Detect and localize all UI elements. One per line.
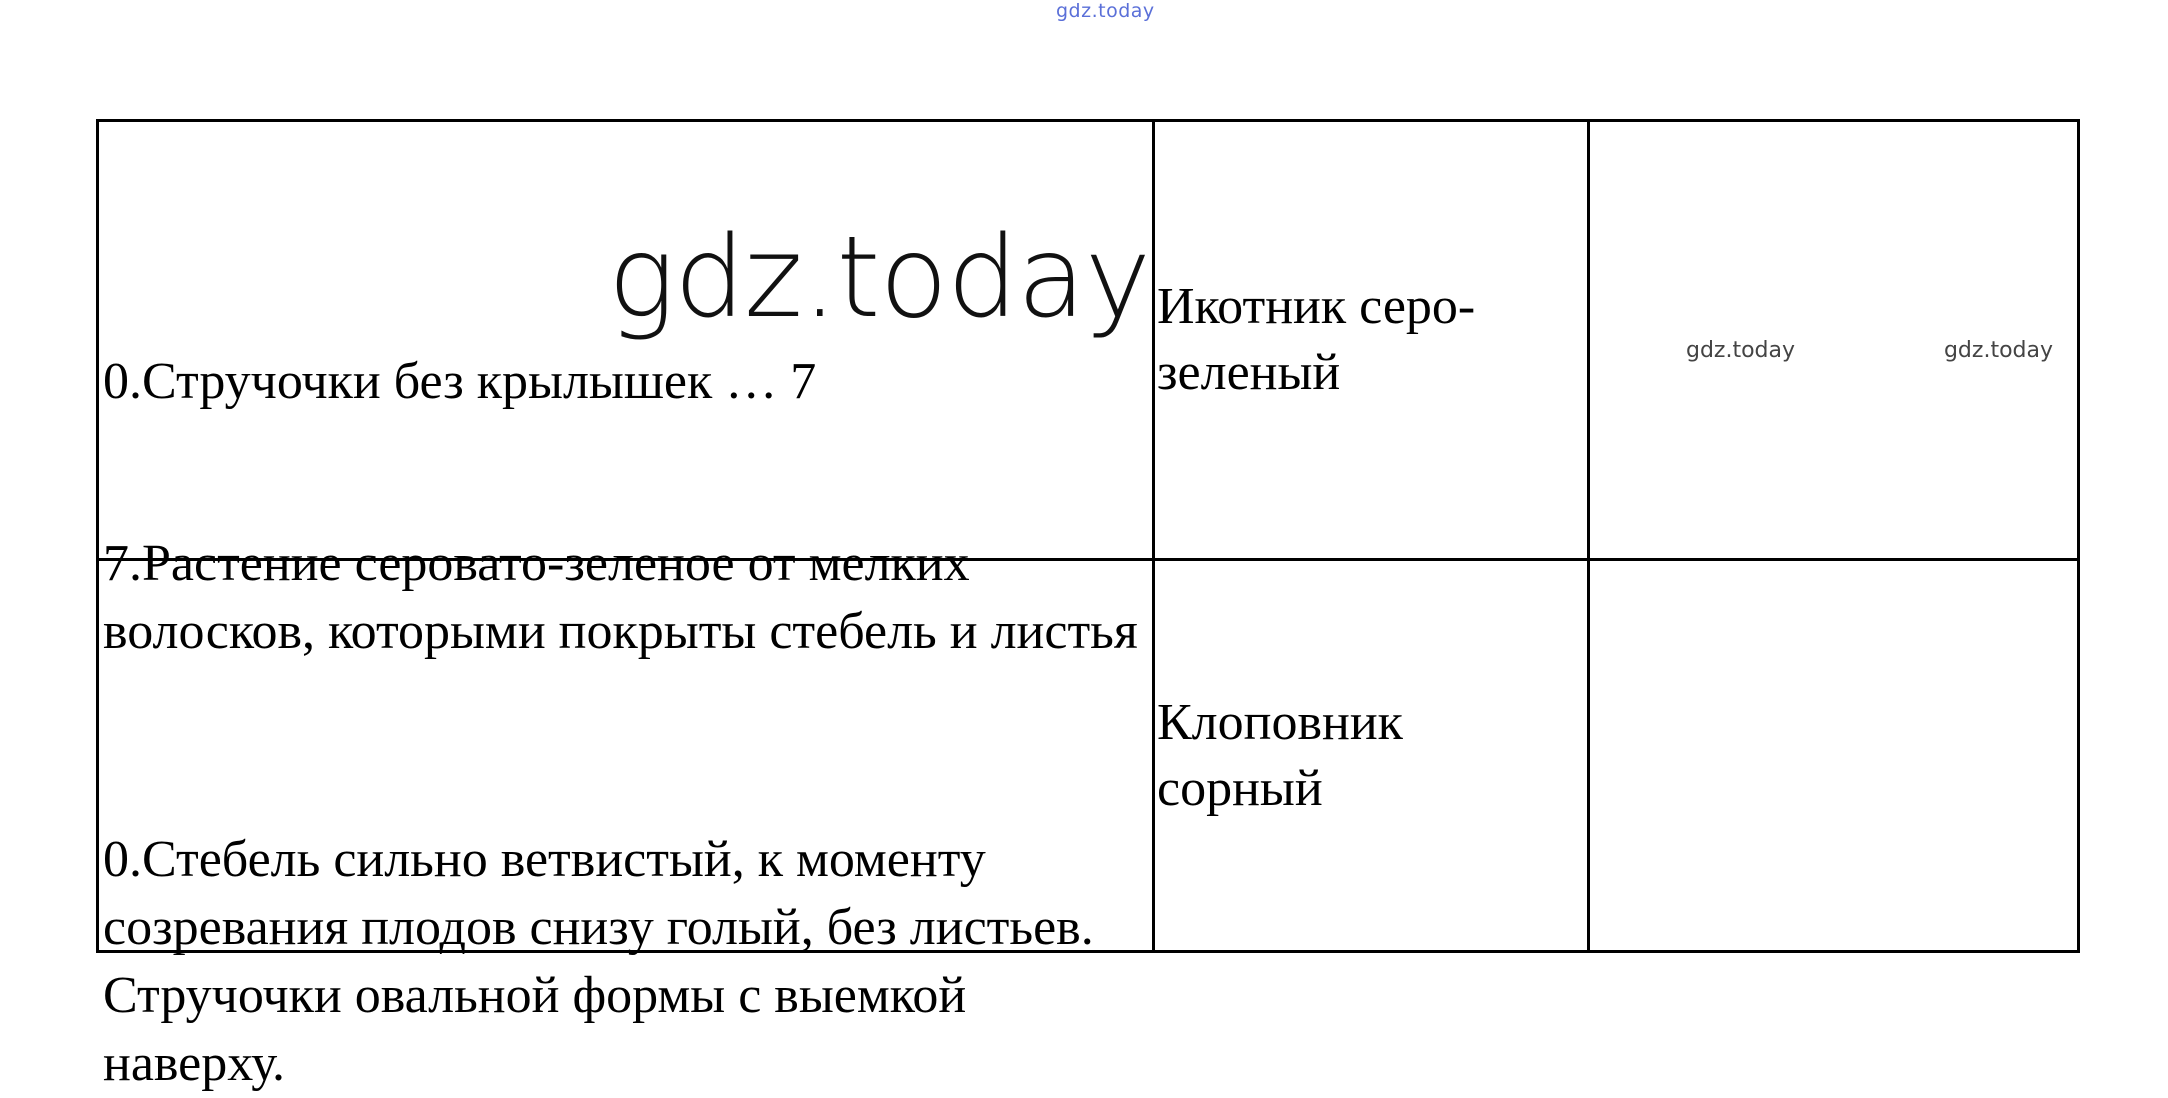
plant-name: [1155, 274, 1587, 406]
description-cell: [98, 121, 1154, 660]
plant-name-line: Икотник серо-: [1157, 278, 1476, 335]
plant-name: [1155, 690, 1587, 822]
photo-cell: [1589, 560, 2079, 952]
photo-cell: [1589, 121, 2079, 560]
description-step-0-second: 0.Стебель сильно ветвистый, к моменту созревания плодов снизу голый, без листьев. Стручочки овальной формы с выемкой наверху.: [103, 830, 1094, 1092]
small-watermark-left: gdz.today: [1686, 338, 1796, 363]
plant-name-cell: [1154, 560, 1589, 952]
plant-name-line: сорный: [1157, 759, 1323, 817]
table-row: [98, 121, 2079, 560]
small-watermark-right: gdz.today: [1943, 338, 2053, 363]
top-watermark: gdz.today: [1056, 0, 1155, 22]
plant-name-cell: [1154, 121, 1589, 560]
description-step-0: 0.Стручочки без крылышек … 7: [103, 353, 817, 410]
large-watermark: gdz.today: [607, 213, 1150, 343]
plant-key-table: [96, 119, 2080, 1092]
plant-name-line: Клоповник: [1157, 693, 1403, 751]
plant-name-line: зеленый: [1157, 344, 1341, 401]
description-step-7: 7.Растение серовато-зеленое от мелких волосков, которыми покрыты стебель и листья: [103, 535, 1138, 660]
